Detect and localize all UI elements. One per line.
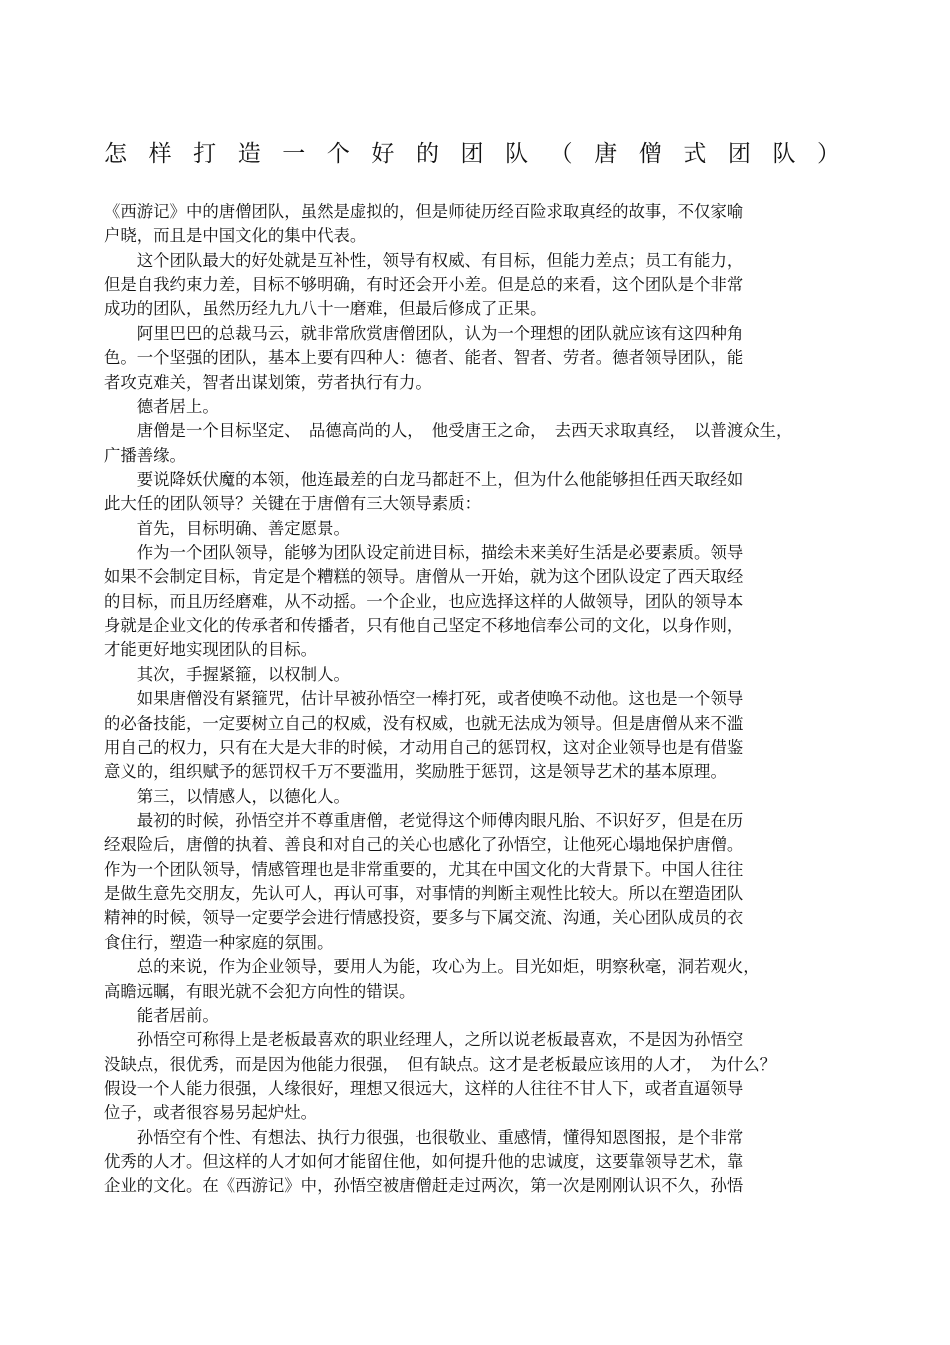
text-line: 没缺点，很优秀，而是因为他能力很强， 但有缺点。这才是老板最应该用的人才， 为什么？ [104,1054,777,1074]
text-line: 最初的时候，孙悟空并不尊重唐僧，老觉得这个师傅肉眼凡胎、不识好歹，但是在历 [104,810,744,830]
text-line: 第三，以情感人，以德化人。 [104,786,350,806]
text-line: 这个团队最大的好处就是互补性，领导有权威、有目标，但能力差点；员工有能力， [104,250,744,270]
text-line: 优秀的人才。但这样的人才如何才能留住他，如何提升他的忠诚度，这要靠领导艺术，靠 [104,1152,744,1172]
text-line: 如果不会制定目标，肯定是个糟糕的领导。唐僧从一开始，就为这个团队设定了西天取经 [104,567,744,587]
text-line: 成功的团队，虽然历经九九八十一磨难，但最后修成了正果。 [104,299,547,319]
text-line: 才能更好地实现团队的目标。 [104,640,318,660]
text-line: 要说降妖伏魔的本领，他连最差的白龙马都赶不上，但为什么他能够担任西天取经如 [104,469,744,489]
text-line: 作为一个团队领导，能够为团队设定前进目标，描绘未来美好生活是必要素质。领导 [104,543,744,563]
text-line: 食住行，塑造一种家庭的氛围。 [104,932,334,952]
text-line: 色。一个坚强的团队，基本上要有四种人：德者、能者、智者、劳者。德者领导团队，能 [104,348,744,368]
text-line: 能者居前。 [104,1005,219,1025]
text-line: 孙悟空有个性、有想法、执行力很强，也很敬业、重感情，懂得知恩图报，是个非常 [104,1127,744,1147]
text-line: 阿里巴巴的总裁马云，就非常欣赏唐僧团队，认为一个理想的团队就应该有这四种角 [104,323,744,343]
text-line: 经艰险后，唐僧的执着、善良和对自己的关心也感化了孙悟空，让他死心塌地保护唐僧。 [104,835,744,855]
text-line: 假设一个人能力很强，人缘很好，理想又很远大，这样的人往往不甘人下，或者直逼领导 [104,1078,744,1098]
text-line: 户晓，而且是中国文化的集中代表。 [104,226,367,246]
text-line: 意义的，组织赋予的惩罚权千万不要滥用，奖励胜于惩罚，这是领导艺术的基本原理。 [104,762,727,782]
text-line: 作为一个团队领导，情感管理也是非常重要的，尤其在中国文化的大背景下。中国人往往 [104,859,744,879]
text-line: 唐僧是一个目标坚定、 品德高尚的人， 他受唐王之命， 去西天求取真经， 以普渡众生， [104,421,793,441]
text-line: 首先，目标明确、善定愿景。 [104,518,350,538]
text-line: 此大任的团队领导？关键在于唐僧有三大领导素质： [104,494,481,514]
text-line: 广播善缘。 [104,445,186,465]
text-line: 企业的文化。在《西游记》中，孙悟空被唐僧赶走过两次，第一次是刚刚认识不久，孙悟 [104,1176,744,1196]
document-title: 怎 样 打 造 一 个 好 的 团 队 （ 唐 僧 式 团 队 ） [104,141,840,167]
text-line: 身就是企业文化的传承者和传播者，只有他自己坚定不移地信奉公司的文化，以身作则， [104,616,744,636]
text-line: 精神的时候，领导一定要学会进行情感投资，要多与下属交流、沟通，关心团队成员的衣 [104,908,744,928]
text-line: 的必备技能，一定要树立自己的权威，没有权威，也就无法成为领导。但是唐僧从来不滥 [104,713,744,733]
text-line: 如果唐僧没有紧箍咒，估计早被孙悟空一棒打死，或者使唤不动他。这也是一个领导 [104,689,744,709]
text-line: 德者居上。 [104,396,219,416]
text-line: 的目标，而且历经磨难，从不动摇。一个企业，也应选择这样的人做领导，团队的领导本 [104,591,744,611]
text-line: 《西游记》中的唐僧团队，虽然是虚拟的，但是师徒历经百险求取真经的故事，不仅家喻 [104,202,744,221]
text-line: 是做生意先交朋友，先认可人，再认可事，对事情的判断主观性比较大。所以在塑造团队 [104,884,744,904]
text-line: 孙悟空可称得上是老板最喜欢的职业经理人，之所以说老板最喜欢，不是因为孙悟空 [104,1030,744,1050]
text-line: 总的来说，作为企业领导，要用人为能，攻心为上。目光如炬，明察秋毫，洞若观火， [104,957,760,977]
text-line: 但是自我约束力差，目标不够明确，有时还会开小差。但是总的来看，这个团队是个非常 [104,275,744,295]
text-line: 用自己的权力，只有在大是大非的时候，才动用自己的惩罚权，这对企业领导也是有借鉴 [104,737,744,757]
text-line: 位子，或者很容易另起炉灶。 [104,1103,318,1123]
text-line: 其次，手握紧箍，以权制人。 [104,664,350,684]
text-line: 高瞻远瞩，有眼光就不会犯方向性的错误。 [104,981,416,1001]
text-line: 者攻克难关，智者出谋划策，劳者执行有力。 [104,372,432,392]
document-body [104,200,844,1199]
